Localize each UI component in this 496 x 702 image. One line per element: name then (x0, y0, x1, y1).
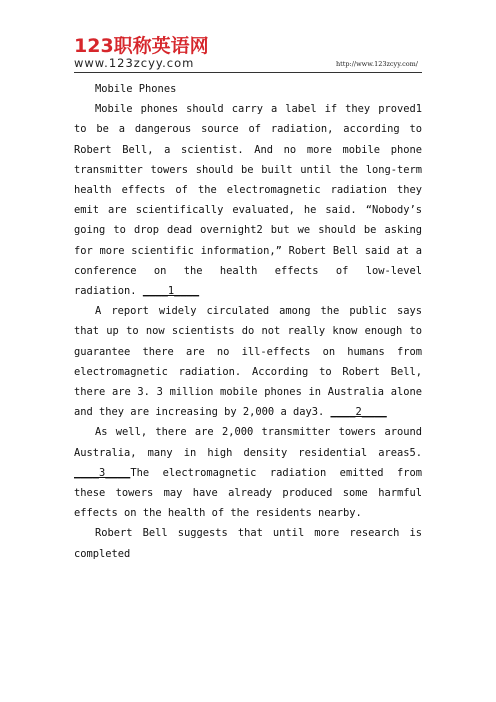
document-body (74, 79, 422, 564)
document-title: Mobile Phones (95, 83, 177, 95)
paragraph-2: A report widely circulated among the public says that up to now scientists do not really know enough to guarantee there are no ill-effects on humans from electromagnetic radiation. According to Robert Bell, there are 3. 3 million mobile phones in Australia alone and they are increasing by 2,000 a day3. ____2____ (74, 305, 422, 419)
header-url-link[interactable]: http://www.123zcyy.com/ (335, 60, 418, 68)
paragraph-1: Mobile phones should carry a label if they proved1 to be a dangerous source of radiation, according to Robert Bell, a scientist. And no more mobile phone transmitter towers should be built until the long-term health effects of the electromagnetic radiation they emit are scientifically evaluated, he said. “Nobody’s going to drop dead overnight2 but we should be asking for more scientific information,” Robert Bell said at a conference on the health effects of low-level radiation. ____1____ (74, 103, 422, 298)
answer-blank: ____3____ (74, 466, 131, 479)
answer-blank: ____2____ (330, 406, 387, 419)
paragraph-4: Robert Bell suggests that until more research is completed (74, 527, 422, 560)
page-header (74, 36, 422, 74)
site-logo-title: 123职称英语网 (74, 35, 209, 57)
answer-blank: ____1____ (142, 285, 200, 298)
paragraph-3: As well, there are 2,000 transmitter towers around Australia, many in high density residential areas5. ____3____The electromagnetic radiation emitted from these towers may have already produced some harmful effects on the health of the residents nearby. (74, 426, 422, 520)
header-divider (74, 72, 422, 73)
site-logo-url: www.123zcyy.com (74, 56, 195, 70)
